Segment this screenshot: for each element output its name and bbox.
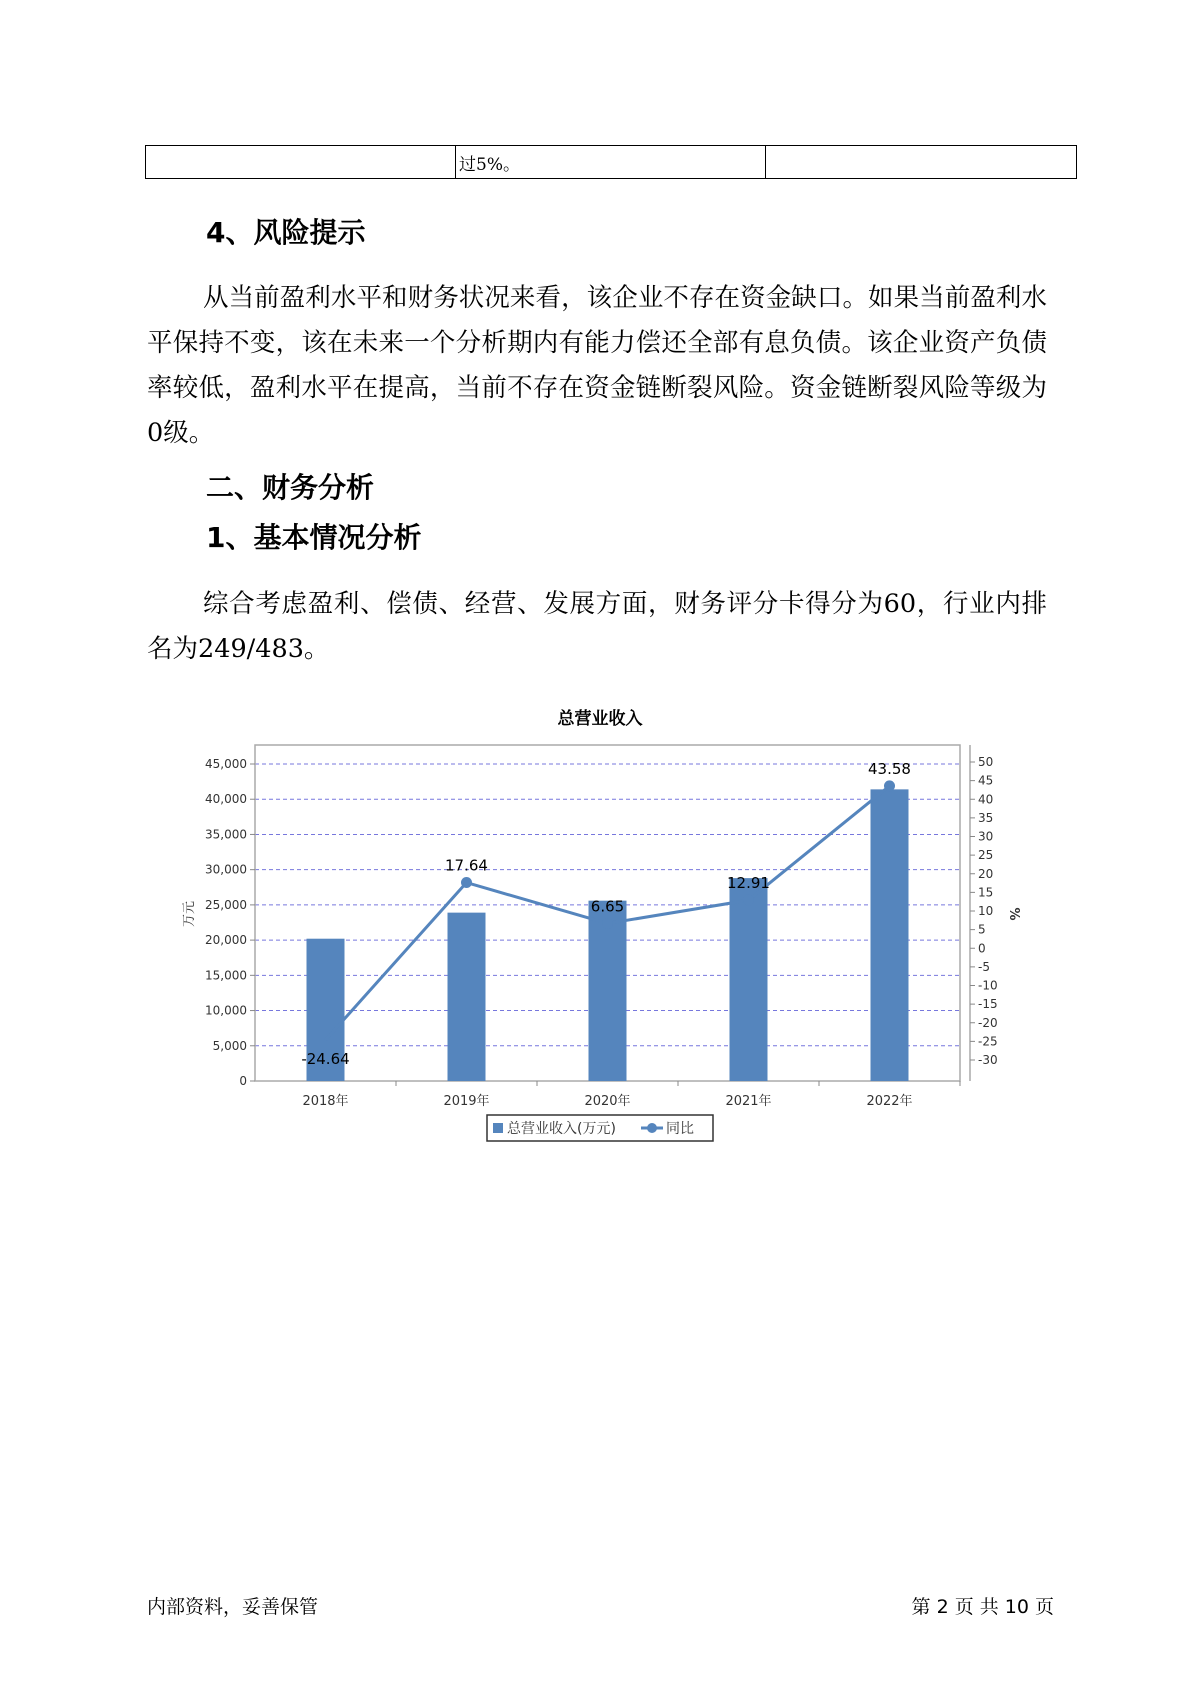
x-tick-label: 2019年: [443, 1094, 490, 1109]
basic-analysis-paragraph: 综合考虑盈利、偿债、经营、发展方面，财务评分卡得分为60，行业内排名为249/483。: [147, 589, 1047, 664]
y-tick-label: 0: [239, 1074, 247, 1088]
y2-tick-label: 15: [978, 885, 994, 900]
footer-note: 内部资料，妥善保管: [147, 1596, 319, 1618]
page-number: 第 2 页 共 10 页: [911, 1596, 1054, 1618]
legend-bar-swatch: [493, 1123, 503, 1133]
y-tick-label: 45,000: [205, 757, 247, 771]
x-tick-label: 2022年: [866, 1094, 913, 1109]
y2-tick-label: 45: [978, 773, 994, 788]
section-heading-financial-analysis: 二、财务分析: [206, 471, 375, 504]
table-cell: 过5%。: [456, 146, 766, 179]
y-tick-label: 30,000: [205, 862, 247, 877]
yoy-point: [602, 918, 613, 929]
y2-tick-label: 0: [978, 941, 986, 956]
y2-tick-label: -5: [978, 959, 990, 974]
y2-tick-label: -25: [978, 1034, 998, 1049]
bar: [871, 789, 909, 1081]
y-tick-label: 35,000: [205, 827, 247, 842]
bar: [730, 878, 768, 1081]
y-tick-label: 10,000: [205, 1003, 247, 1018]
y2-tick-label: -30: [978, 1053, 998, 1067]
yoy-point: [743, 895, 754, 906]
data-label: 6.65: [590, 897, 625, 916]
y2-tick-label: 40: [978, 792, 994, 807]
x-tick-label: 2018年: [302, 1094, 349, 1109]
bar: [448, 913, 486, 1081]
y2-tick-label: 50: [978, 755, 994, 769]
legend-line-label: 同比: [666, 1121, 694, 1137]
y-axis-label: 万元: [182, 900, 197, 928]
chart-title: 总营业收入: [557, 709, 643, 729]
section-heading-risk: 4、风险提示: [206, 216, 366, 249]
y2-tick-label: -15: [978, 997, 998, 1012]
data-label: 43.58: [868, 759, 911, 778]
y2-tick-label: 30: [978, 829, 994, 844]
x-tick-label: 2020年: [584, 1094, 631, 1109]
data-label: 17.64: [445, 856, 488, 875]
y-tick-label: 40,000: [205, 792, 247, 807]
y-tick-label: 20,000: [205, 933, 247, 948]
y2-tick-label: 25: [978, 848, 994, 863]
x-tick-label: 2021年: [725, 1094, 772, 1109]
legend-line-marker: [647, 1123, 657, 1133]
y-tick-label: 5,000: [212, 1038, 247, 1053]
y2-tick-label: -10: [978, 978, 998, 993]
yoy-point: [884, 780, 895, 791]
y2-tick-label: -20: [978, 1015, 998, 1030]
data-label: -24.64: [301, 1050, 350, 1068]
y2-tick-label: 5: [978, 922, 986, 937]
section-heading-basic-analysis: 1、基本情况分析: [206, 521, 422, 554]
y2-axis-label: %: [1006, 907, 1021, 921]
yoy-point: [461, 877, 472, 888]
y2-tick-label: 20: [978, 866, 994, 881]
y2-tick-label: 10: [978, 904, 994, 918]
y-tick-label: 15,000: [205, 968, 247, 983]
data-label: 12.91: [727, 874, 770, 893]
y-tick-label: 25,000: [205, 897, 247, 912]
risk-paragraph: 从当前盈利水平和财务状况来看，该企业不存在资金缺口。如果当前盈利水平保持不变，该在未来一个分析期内有能力偿还全部有息负债。该企业资产负债率较低，盈利水平在提高，当前不存在资金链断裂风险。资金链断裂风险等级为0级。: [147, 283, 1047, 448]
legend-bar-label: 总营业收入(万元): [507, 1121, 616, 1137]
y2-tick-label: 35: [978, 810, 994, 825]
